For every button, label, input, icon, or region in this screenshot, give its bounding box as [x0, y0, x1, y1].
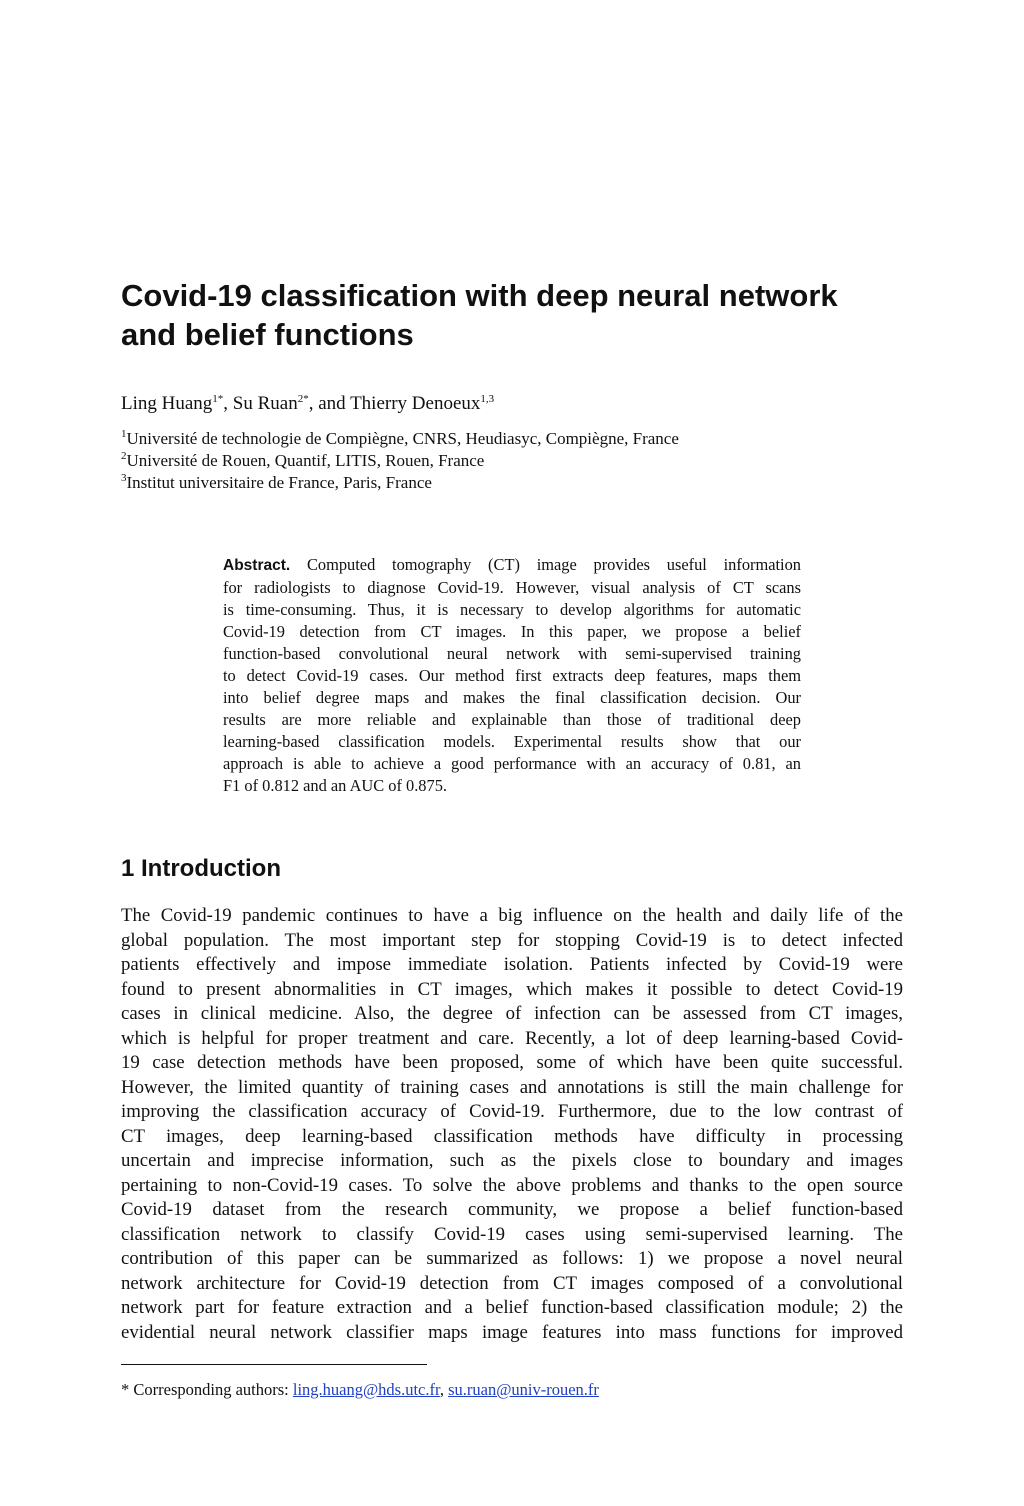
body-line: patients effectively and impose immediate isolation. Patients infected by Covid-19 were: [121, 954, 903, 975]
body-line: uncertain and imprecise information, such as the pixels close to boundary and images: [121, 1150, 903, 1171]
author-name: Thierry Denoeux: [350, 393, 481, 414]
body-line: The Covid-19 pandemic continues to have a big influence on the health and daily life of the: [121, 905, 903, 926]
author-separator: ,: [223, 393, 233, 414]
affiliation-number: 1: [121, 428, 127, 440]
abstract-line: to detect Covid-19 cases. Our method first extracts deep features, maps them: [223, 666, 801, 685]
author-separator: , and: [308, 393, 351, 414]
abstract-line: Abstract. Computed tomography (CT) image provides useful information: [223, 555, 801, 574]
affiliation: [121, 450, 679, 472]
email-link-ling-huang[interactable]: ling.huang@hds.utc.fr: [292, 1380, 440, 1399]
body-line: improving the classification accuracy of Covid-19. Furthermore, due to the low contrast of: [121, 1101, 903, 1122]
body-line: pertaining to non-Covid-19 cases. To solve the above problems and thanks to the open source: [121, 1174, 903, 1196]
paper-title: [121, 276, 921, 354]
section-heading-introduction: 1 Introduction: [121, 855, 281, 882]
footnote-prefix: * Corresponding authors:: [121, 1380, 293, 1399]
abstract-label: Abstract.: [223, 557, 291, 574]
abstract-line: Covid-19 detection from CT images. In this paper, we propose a belief: [223, 622, 801, 641]
author-affil-mark: 1*: [212, 393, 224, 405]
body-line: network architecture for Covid-19 detection from CT images composed of a convolutional: [121, 1272, 903, 1294]
author-name: Ling Huang: [121, 393, 213, 414]
affiliation-text: Université de technologie de Compiègne, CNRS, Heudiasyc, Compiègne, France: [126, 429, 679, 448]
body-line: Covid-19 dataset from the research community, we propose a belief function-based: [121, 1199, 903, 1220]
abstract-line: approach is able to achieve a good performance with an accuracy of 0.81, an: [223, 754, 801, 773]
title-line-2: and belief functions: [121, 317, 414, 352]
affiliation-text: Université de Rouen, Quantif, LITIS, Rouen, France: [126, 451, 485, 470]
footnote: [121, 1380, 599, 1400]
affiliation-number: 3: [121, 472, 127, 484]
body-line: However, the limited quantity of training cases and annotations is still the main challenge for: [121, 1076, 903, 1098]
body-line: found to present abnormalities in CT images, which makes it possible to detect Covid-19: [121, 978, 903, 1000]
abstract-line: is time-consuming. Thus, it is necessary to develop algorithms for automatic: [223, 600, 801, 619]
body-line: evidential neural network classifier maps image features into mass functions for improved: [121, 1321, 903, 1343]
body-line: which is helpful for proper treatment and care. Recently, a lot of deep learning-based Covid-: [121, 1027, 903, 1049]
affiliation: [121, 472, 679, 494]
email-link-su-ruan[interactable]: su.ruan@univ-rouen.fr: [448, 1380, 599, 1399]
body-line: classification network to classify Covid-19 cases using semi-supervised learning. The: [121, 1223, 903, 1245]
body-line: 19 case detection methods have been proposed, some of which have been quite successful.: [121, 1052, 903, 1073]
body-line: CT images, deep learning-based classification methods have difficulty in processing: [121, 1125, 903, 1147]
abstract-line: results are more reliable and explainable than those of traditional deep: [223, 710, 801, 729]
abstract-line: for radiologists to diagnose Covid-19. However, visual analysis of CT scans: [223, 578, 801, 597]
abstract-line: learning-based classification models. Experimental results show that our: [223, 732, 801, 751]
author-list: [121, 393, 494, 415]
author-name: Su Ruan: [232, 393, 298, 414]
author-affil-mark: 2*: [297, 393, 309, 405]
affiliation-text: Institut universitaire de France, Paris, France: [126, 473, 432, 492]
author-affil-mark: 1,3: [480, 393, 495, 405]
body-line: network part for feature extraction and a belief function-based classification module; 2) the: [121, 1297, 903, 1318]
body-line: contribution of this paper can be summarized as follows: 1) we propose a novel neural: [121, 1248, 903, 1269]
footnote-divider: [121, 1364, 427, 1365]
title-line-1: Covid-19 classification with deep neural network: [121, 278, 838, 313]
abstract: [223, 554, 801, 797]
affiliation: [121, 428, 679, 450]
introduction-body: [121, 904, 903, 1345]
body-line: cases in clinical medicine. Also, the degree of infection can be assessed from CT images,: [121, 1003, 903, 1024]
abstract-line: F1 of 0.812 and an AUC of 0.875.: [223, 776, 447, 795]
abstract-line: into belief degree maps and makes the final classification decision. Our: [223, 688, 801, 707]
affiliation-number: 2: [121, 450, 127, 462]
footnote-separator: ,: [439, 1380, 449, 1399]
abstract-line: function-based convolutional neural network with semi-supervised training: [223, 644, 801, 663]
body-line: global population. The most important step for stopping Covid-19 is to detect infected: [121, 929, 903, 951]
affiliation-list: [121, 428, 679, 494]
